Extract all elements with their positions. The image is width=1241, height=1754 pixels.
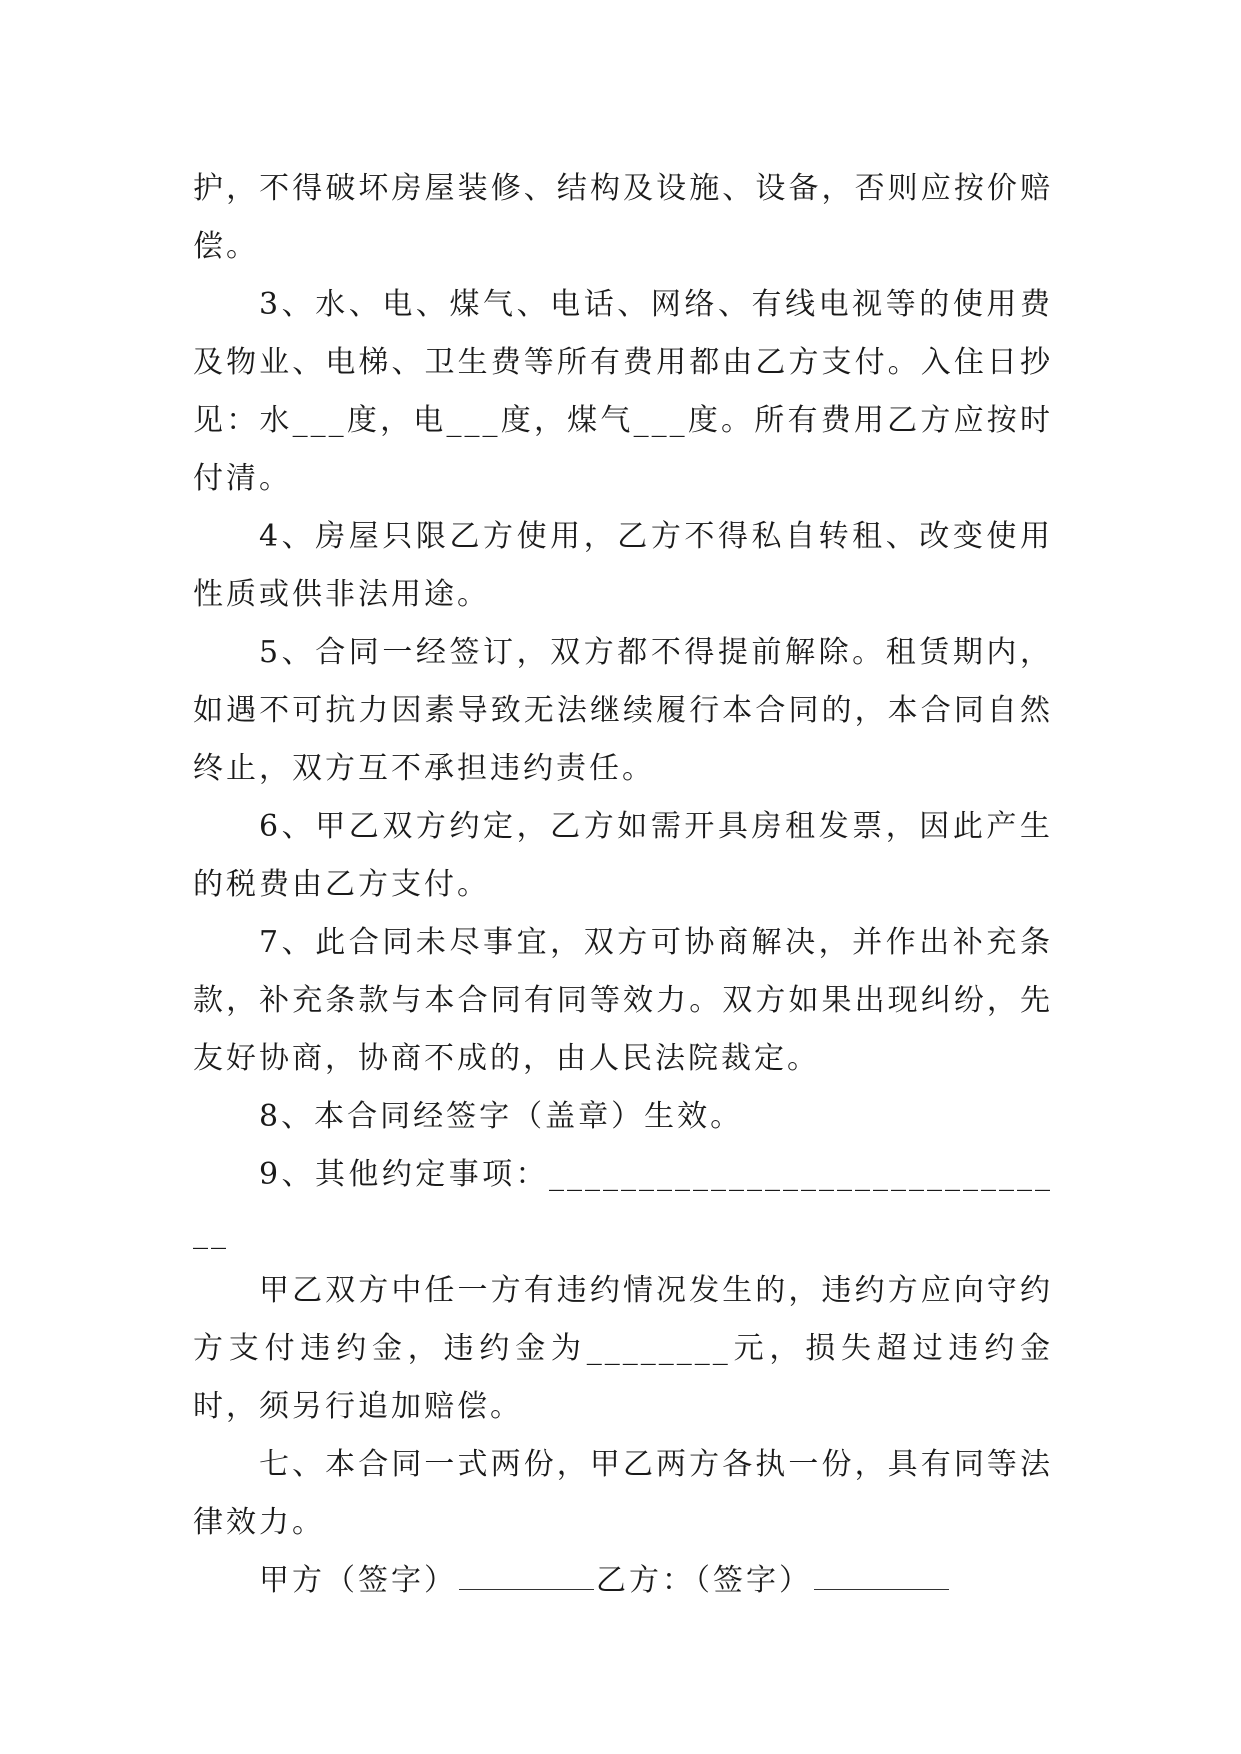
clause-6: 6、甲乙双方约定，乙方如需开具房租发票，因此产生的税费由乙方支付。 bbox=[193, 809, 1053, 902]
clause-3: 3、水、电、煤气、电话、网络、有线电视等的使用费及物业、电梯、卫生费等所有费用都由乙方支付。入住日抄见：水___度，电___度，煤气___度。所有费用乙方应按时付清。 bbox=[193, 287, 1053, 496]
party-b-label: 乙方：（签字） bbox=[596, 1563, 812, 1598]
party-a-signature-field bbox=[459, 1588, 594, 1590]
clause-5: 5、合同一经签订，双方都不得提前解除。租赁期内，如遇不可抗力因素导致无法继续履行本合同的，本合同自然终止，双方互不承担违约责任。 bbox=[193, 635, 1053, 786]
clause-9: 9、其他约定事项：______________________________ bbox=[193, 1157, 1053, 1250]
party-a-label: 甲方（签字） bbox=[259, 1563, 457, 1598]
section-seven: 七、本合同一式两份，甲乙两方各执一份，具有同等法律效力。 bbox=[193, 1447, 1053, 1540]
penalty-clause: 甲乙双方中任一方有违约情况发生的，违约方应向守约方支付违约金，违约金为________元，损失超过违约金时，须另行追加赔偿。 bbox=[193, 1273, 1053, 1424]
clause-8: 8、本合同经签字（盖章）生效。 bbox=[259, 1099, 744, 1134]
document-body bbox=[193, 160, 1053, 1610]
clause-7: 7、此合同未尽事宜，双方可协商解决，并作出补充条款，补充条款与本合同有同等效力。双方如果出现纠纷，先友好协商，协商不成的，由人民法院裁定。 bbox=[193, 925, 1053, 1076]
paragraph-continuation: 护，不得破坏房屋装修、结构及设施、设备，否则应按价赔偿。 bbox=[193, 171, 1053, 264]
clause-4: 4、房屋只限乙方使用，乙方不得私自转租、改变使用性质或供非法用途。 bbox=[193, 519, 1053, 612]
signature-line bbox=[193, 1552, 1053, 1610]
party-b-signature-field bbox=[814, 1588, 949, 1590]
